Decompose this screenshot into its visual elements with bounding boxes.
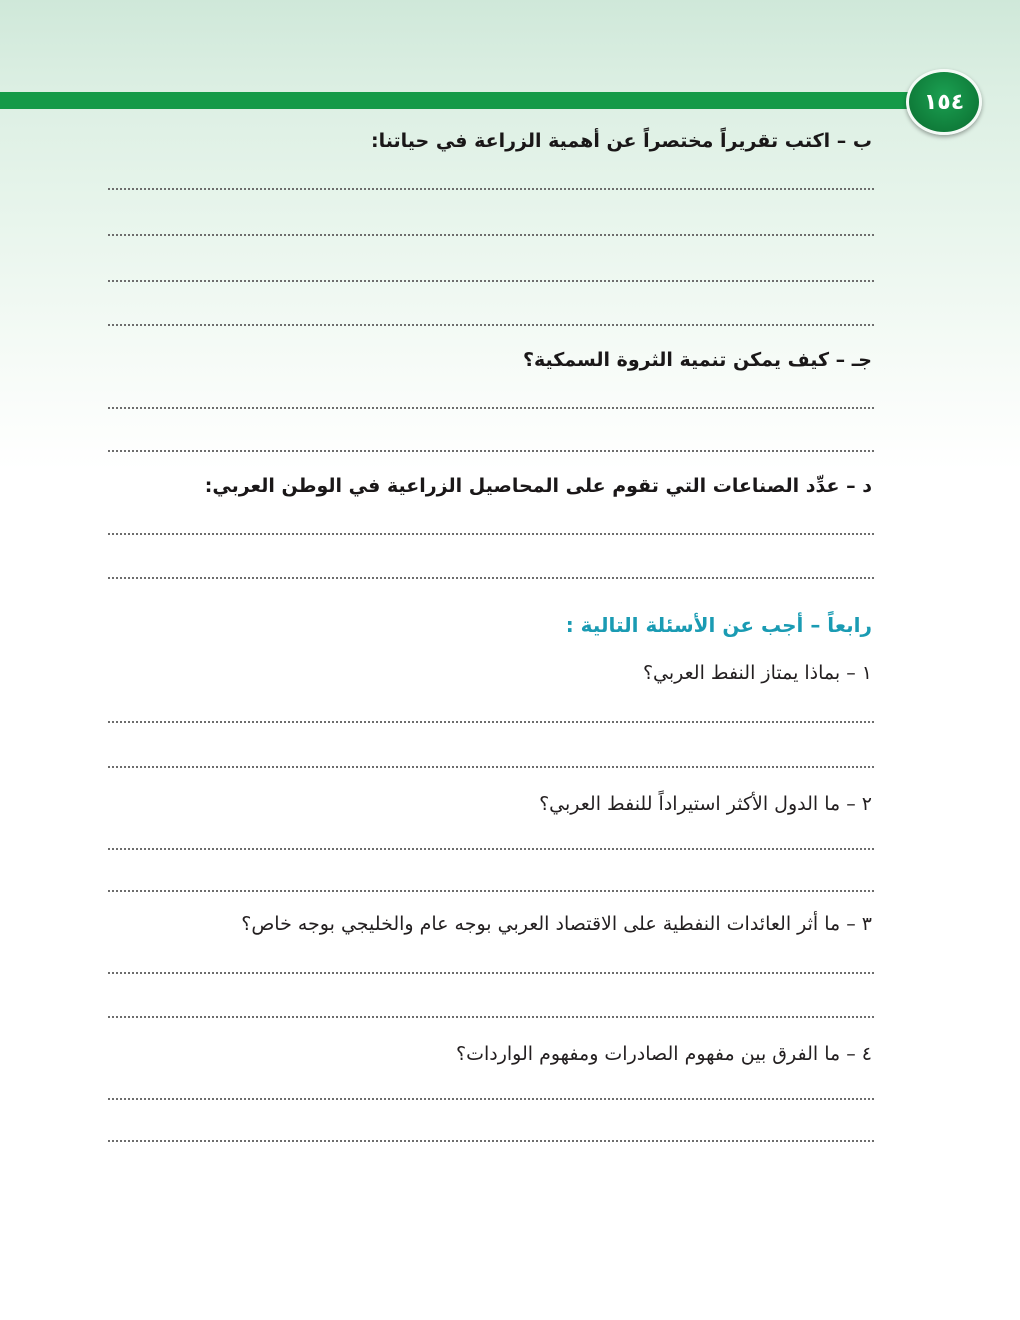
question-d: د – عدِّد الصناعات التي تقوم على المحاصيل الزراعية في الوطن العربي:	[204, 475, 872, 497]
answer-line[interactable]	[108, 721, 874, 723]
section4-item-1: ١ – بماذا يمتاز النفط العربي؟	[642, 662, 872, 684]
page-number: ١٥٤	[923, 89, 965, 115]
header-band	[0, 92, 935, 109]
page-number-badge	[906, 69, 982, 135]
answer-line[interactable]	[108, 577, 874, 579]
answer-line[interactable]	[108, 1140, 874, 1142]
answer-line[interactable]	[108, 766, 874, 768]
answer-line[interactable]	[108, 188, 874, 190]
section4-item-3: ٣ – ما أثر العائدات النفطية على الاقتصاد العربي بوجه عام والخليجي بوجه خاص؟	[241, 913, 872, 935]
section4-item-2: ٢ – ما الدول الأكثر استيراداً للنفط العربي؟	[539, 793, 872, 815]
answer-line[interactable]	[108, 280, 874, 282]
answer-line[interactable]	[108, 234, 874, 236]
section-heading: رابعاً – أجب عن الأسئلة التالية :	[565, 613, 872, 637]
question-j: جـ – كيف يمكن تنمية الثروة السمكية؟	[522, 349, 872, 371]
answer-line[interactable]	[108, 450, 874, 452]
answer-line[interactable]	[108, 1098, 874, 1100]
question-b: ب – اكتب تقريراً مختصراً عن أهمية الزراعة في حياتنا:	[371, 130, 872, 152]
answer-line[interactable]	[108, 848, 874, 850]
answer-line[interactable]	[108, 1016, 874, 1018]
answer-line[interactable]	[108, 972, 874, 974]
answer-line[interactable]	[108, 890, 874, 892]
answer-line[interactable]	[108, 324, 874, 326]
answer-line[interactable]	[108, 533, 874, 535]
section4-item-4: ٤ – ما الفرق بين مفهوم الصادرات ومفهوم الواردات؟	[455, 1043, 872, 1065]
answer-line[interactable]	[108, 407, 874, 409]
